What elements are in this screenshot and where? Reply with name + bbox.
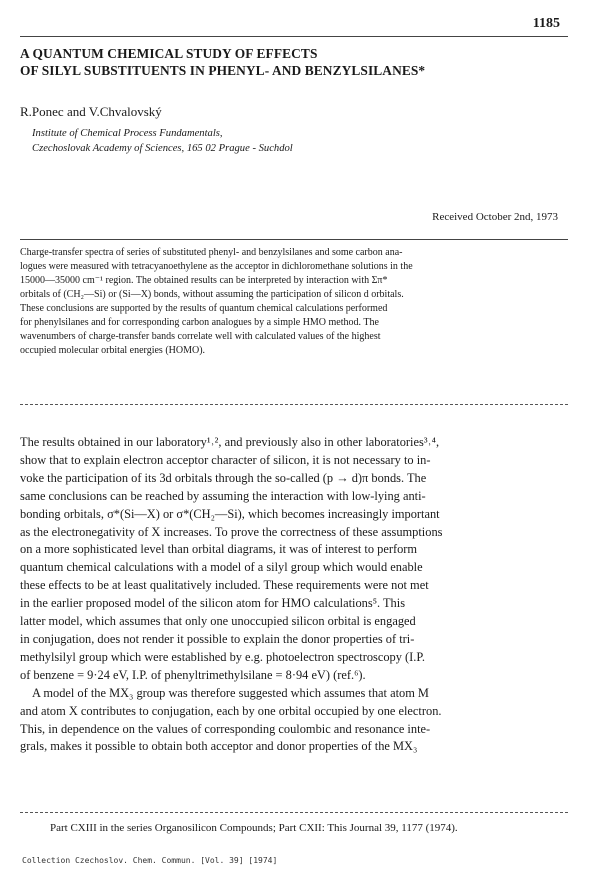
affiliation-line: Institute of Chemical Process Fundamentals, [32, 128, 223, 139]
abstract-line: Charge-transfer spectra of series of substituted phenyl- and benzylsilanes and some carbon ana- [20, 247, 403, 258]
footnote: Part CXIII in the series Organosilicon Compounds; Part CXII: This Journal 39, 1177 (1974). [50, 822, 458, 834]
body-line: latter model, which assumes that only one unoccupied silicon orbital is engaged [20, 614, 416, 629]
body-line: The results obtained in our laboratory¹˒², and previously also in other laboratories³˒⁴, [20, 435, 440, 449]
abstract-bottom-rule [20, 404, 568, 405]
body-line: on a more sophisticated level than orbital diagrams, it was of interest to perform [20, 542, 418, 557]
body-line: show that to explain electron acceptor character of silicon, it is not necessary to in- [20, 452, 431, 467]
affiliation-line: Czechoslovak Academy of Sciences, 165 02 Prague - Suchdol [32, 143, 293, 154]
body-line: quantum chemical calculations with a model of a silyl group which would enable [20, 560, 423, 575]
abstract [20, 246, 568, 358]
received-date: Received October 2nd, 1973 [432, 211, 558, 223]
abstract-line: These conclusions are supported by the results of quantum chemical calculations performed [20, 303, 388, 314]
abstract-top-rule [20, 239, 568, 240]
title-line: A QUANTUM CHEMICAL STUDY OF EFFECTS [20, 46, 318, 61]
body-line: same conclusions can be reached by assuming the interaction with low-lying anti- [20, 488, 426, 503]
paper-title [20, 45, 568, 79]
abstract-line: orbitals of (CH₂—Si) or (Si—X) bonds, without assuming the participation of silicon d orbitals. [20, 289, 404, 300]
abstract-line: occupied molecular orbital energies (HOMO). [20, 345, 206, 356]
body-line: of benzene = 9·24 eV, I.P. of phenyltrimethylsilane = 8·94 eV) (ref.⁶). [20, 667, 366, 682]
affiliation [32, 126, 293, 156]
abstract-line: wavenumbers of charge-transfer bands correlate well with calculated values of the highest [20, 331, 381, 342]
body-line: methylsilyl group which were established by e.g. photoelectron spectroscopy (I.P. [20, 649, 426, 664]
body-line: and atom X contributes to conjugation, each by one orbital occupied by one electron. [20, 703, 442, 718]
page-number: 1185 [532, 16, 560, 31]
body-line: This, in dependence on the values of corresponding coulombic and resonance inte- [20, 721, 431, 736]
abstract-line: logues were measured with tetracyanoethylene as the acceptor in dichloromethane solutions in the [20, 261, 413, 272]
journal-reference: Collection Czechoslov. Chem. Commun. [Vol. 39] [1974] [22, 856, 278, 865]
footnote-rule [20, 812, 568, 813]
body-line: in conjugation, does not render it possible to explain the donor properties of tri- [20, 631, 415, 646]
abstract-line: 15000—35000 cm⁻¹ region. The obtained results can be interpreted by interaction with Σπ* [20, 275, 388, 286]
body-line: grals, makes it possible to obtain both acceptor and donor properties of the MX₃ [20, 739, 418, 754]
title-line: OF SILYL SUBSTITUENTS IN PHENYL- AND BENZYLSILANES* [20, 63, 426, 78]
authors: R.Ponec and V.Chvalovský [20, 104, 162, 119]
header-rule [20, 36, 568, 37]
body-text [20, 434, 570, 756]
body-line: bonding orbitals, σ*(Si—X) or σ*(CH₂—Si), which becomes increasingly important [20, 506, 440, 521]
body-line: these effects to be at least qualitatively included. These requirements were not met [20, 578, 429, 593]
body-line: A model of the MX₃ group was therefore suggested which assumes that atom M [32, 685, 429, 700]
body-line: voke the participation of its 3d orbitals through the so-called (p → d)π bonds. The [20, 470, 427, 485]
body-line: as the electronegativity of X increases. To prove the correctness of these assumptions [20, 524, 443, 539]
abstract-line: for phenylsilanes and for corresponding carbon analogues by a simple HMO method. The [20, 317, 379, 328]
body-line: in the earlier proposed model of the silicon atom for HMO calculations⁵. This [20, 596, 406, 611]
